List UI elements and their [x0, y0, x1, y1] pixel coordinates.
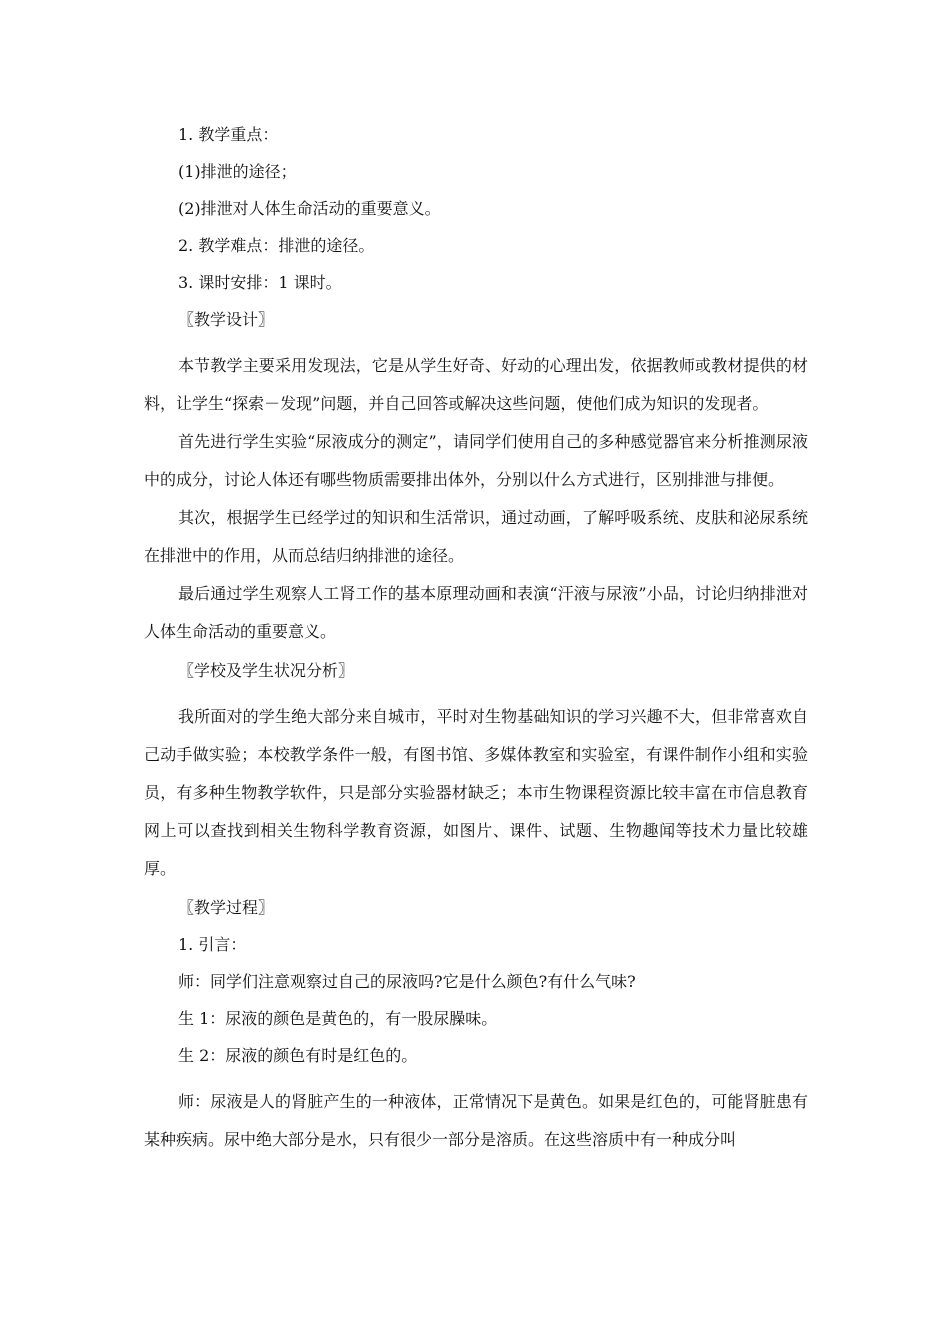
class-hours: 3. 课时安排：1 课时。	[178, 273, 342, 292]
section-heading-design: 〖教学设计〗	[178, 310, 275, 329]
difficult-point: 2. 教学难点：排泄的途径。	[178, 236, 375, 255]
section-heading-process: 〖教学过程〗	[178, 898, 275, 917]
student-1-answer: 生 1：尿液的颜色是黄色的，有一股尿臊味。	[178, 1009, 498, 1028]
teacher-question: 师：同学们注意观察过自己的尿液吗?它是什么颜色?有什么气味?	[178, 972, 636, 991]
student-2-answer: 生 2：尿液的颜色有时是红色的。	[178, 1046, 418, 1065]
analysis-paragraph: 我所面对的学生绝大部分来自城市，平时对生物基础知识的学习兴趣不大，但非常喜欢自己动手做实验；本校教学条件一般，有图书馆、多媒体教室和实验室，有课件制作小组和实验员，有多种生物教学软件，只是部分实验器材缺乏；本市生物课程资源比较丰富在市信息教育网上可以查找到相关生物科学教育资源，如图片、课件、试题、生物趣闻等技术力量比较雄厚。	[144, 707, 808, 878]
teacher-explanation: 师：尿液是人的肾脏产生的一种液体，正常情况下是黄色。如果是红色的，可能肾脏患有某种疾病。尿中绝大部分是水，只有很少一部分是溶质。在这些溶质中有一种成分叫	[144, 1092, 808, 1149]
document-body	[144, 125, 808, 1159]
design-paragraph-2: 首先进行学生实验“尿液成分的测定”，请同学们使用自己的多种感觉器官来分析推测尿液中的成分，讨论人体还有哪些物质需要排出体外，分别以什么方式进行，区别排泄与排便。	[144, 432, 808, 489]
key-points-heading: 1. 教学重点：	[178, 125, 279, 144]
design-paragraph-4: 最后通过学生观察人工肾工作的基本原理动画和表演“汗液与尿液”小品，讨论归纳排泄对人体生命活动的重要意义。	[144, 584, 808, 641]
design-paragraph-1: 本节教学主要采用发现法，它是从学生好奇、好动的心理出发，依据教师或教材提供的材料，让学生“探索－发现”问题，并自己回答或解决这些问题，使他们成为知识的发现者。	[144, 356, 808, 413]
section-heading-analysis: 〖学校及学生状况分析〗	[178, 661, 355, 680]
design-paragraph-3: 其次，根据学生已经学过的知识和生活常识，通过动画，了解呼吸系统、皮肤和泌尿系统在排泄中的作用，从而总结归纳排泄的途径。	[144, 508, 808, 565]
key-point-1: (1)排泄的途径；	[178, 162, 297, 181]
key-point-2: (2)排泄对人体生命活动的重要意义。	[178, 199, 441, 218]
intro-heading: 1. 引言：	[178, 935, 247, 954]
